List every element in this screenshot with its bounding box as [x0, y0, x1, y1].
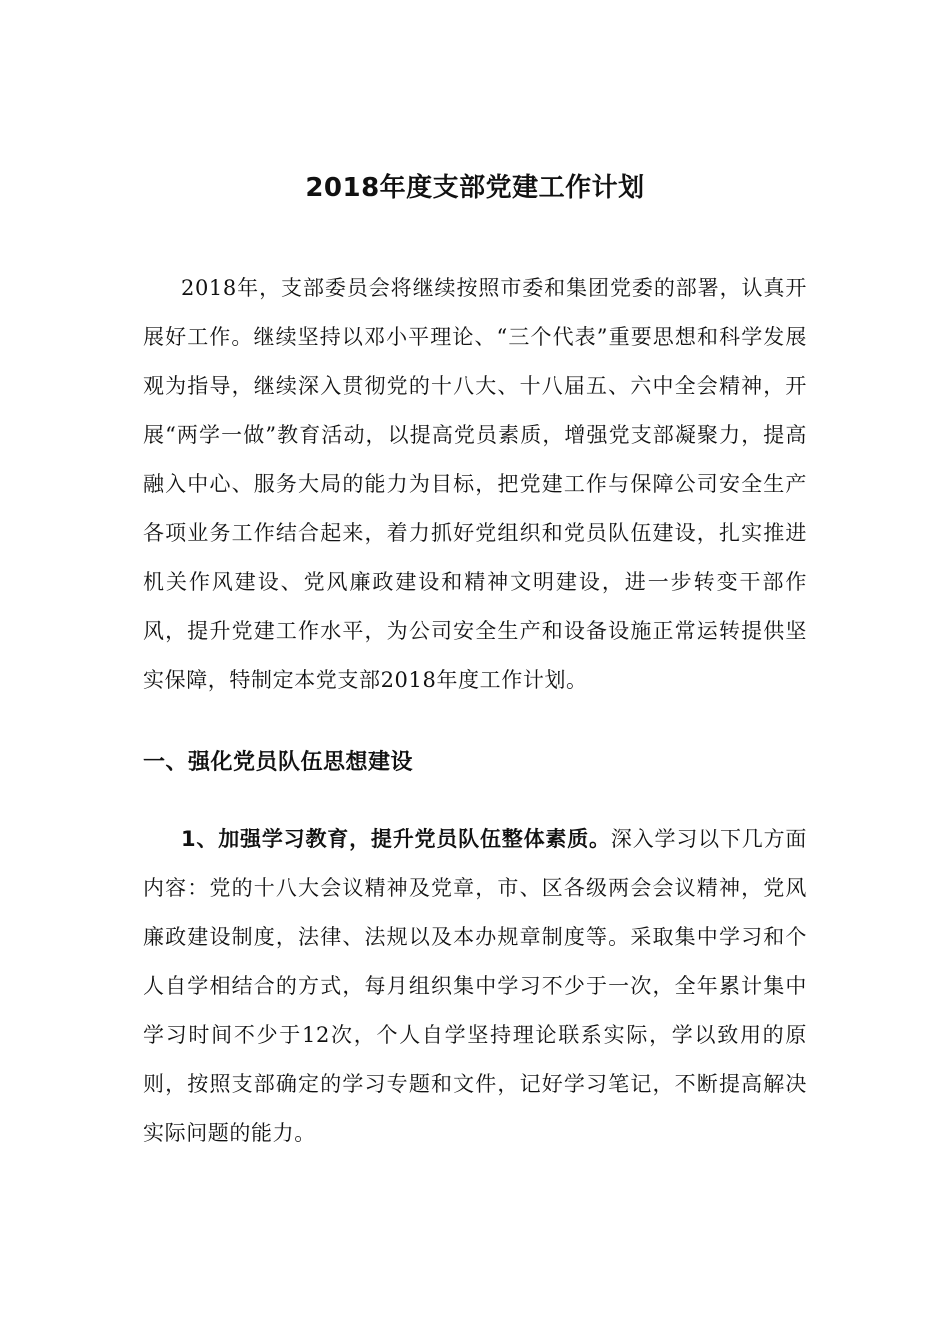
section-item-paragraph: [143, 815, 807, 1158]
document-title: 2018年度支部党建工作计划: [305, 173, 645, 203]
item-body-text: 深入学习以下几方面内容：党的十八大会议精神及党章，市、区各级两会会议精神，党风廉政建设制度，法律、法规以及本办规章制度等。采取集中学习和个人自学相结合的方式，每月组织集中学习不少于一次，全年累计集中学习时间不少于12次，个人自学坚持理论联系实际，学以致用的原则，按照支部确定的学习专题和文件，记好学习笔记，不断提高解决实际问题的能力。: [143, 827, 807, 1145]
intro-paragraph: 2018年，支部委员会将继续按照市委和集团党委的部署，认真开展好工作。继续坚持以邓小平理论、“三个代表”重要思想和科学发展观为指导，继续深入贯彻党的十八大、十八届五、六中全会精神，开展“两学一做”教育活动，以提高党员素质，增强党支部凝聚力，提高融入中心、服务大局的能力为目标，把党建工作与保障公司安全生产各项业务工作结合起来，着力抓好党组织和党员队伍建设，扎实推进机关作风建设、党风廉政建设和精神文明建设，进一步转变干部作风，提升党建工作水平，为公司安全生产和设备设施正常运转提供坚实保障，特制定本党支部2018年度工作计划。: [143, 276, 807, 692]
item-lead-text: 1、加强学习教育，提升党员队伍整体素质。: [181, 827, 611, 851]
section-heading: 一、强化党员队伍思想建设: [143, 750, 414, 775]
